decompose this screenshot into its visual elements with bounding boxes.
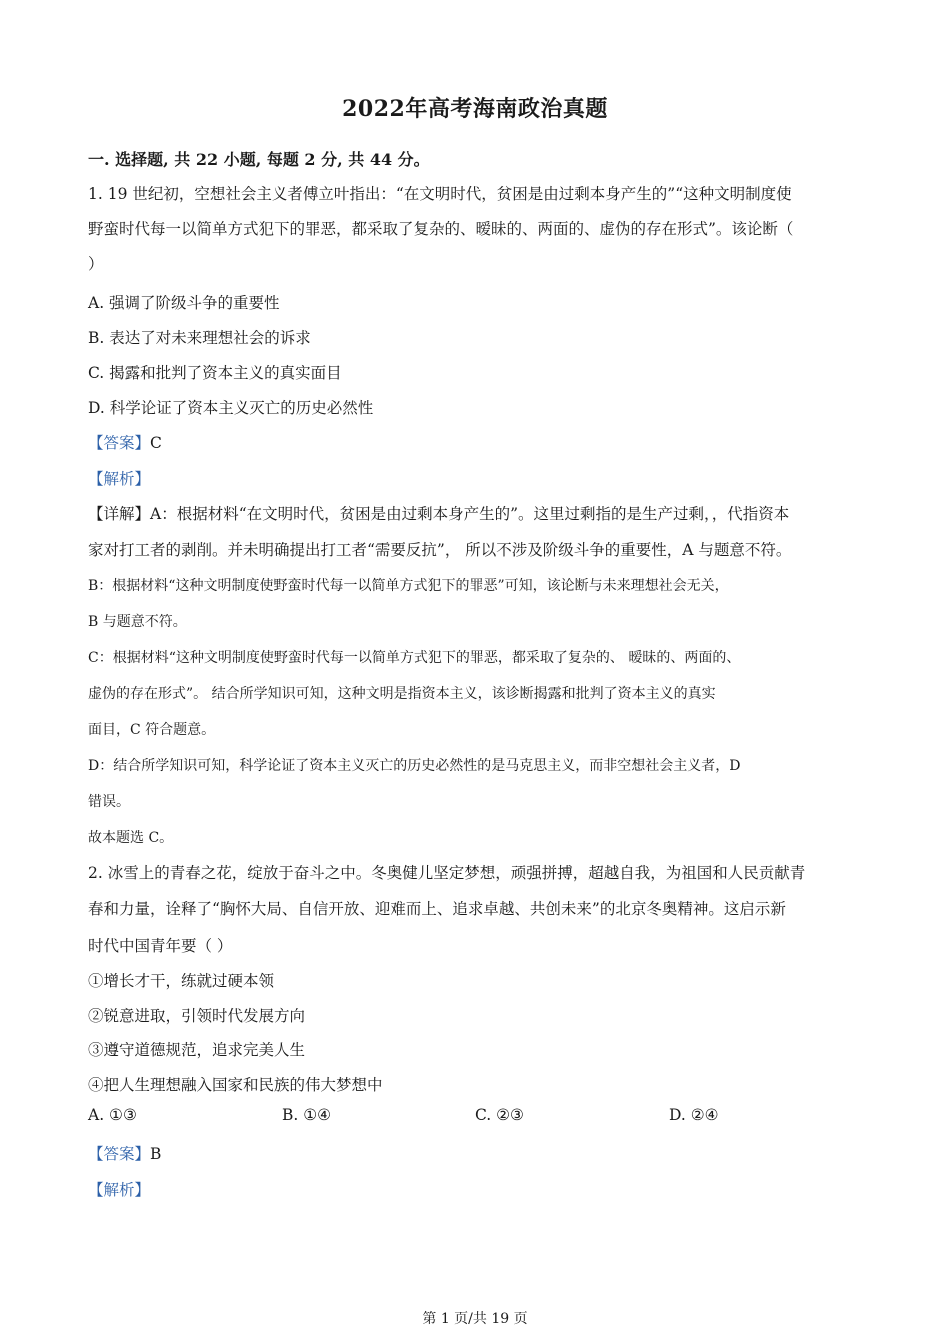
q2-item-4: ④把人生理想融入国家和民族的伟大梦想中 xyxy=(88,1076,383,1094)
page-title: 2022年高考海南政治真题 xyxy=(342,96,608,122)
analysis-tag: 【解析】 xyxy=(88,470,151,488)
answer-tag: 【答案】 xyxy=(88,1145,151,1163)
q2-option-a: A. ①③ xyxy=(88,1106,137,1124)
q1-detail-line-6: 虚伪的存在形式”。 结合所学知识可知，这种文明是指资本主义，该诊断揭露和批判了资本主义的真实 xyxy=(88,686,716,702)
q2-stem-line-2: 春和力量，诠释了“胸怀大局、自信开放、迎难而上、追求卓越、共创未来”的北京冬奥精神。这启示新 xyxy=(88,900,786,918)
q1-option-d: D. 科学论证了资本主义灭亡的历史必然性 xyxy=(88,399,374,417)
q1-detail-line-8: D：结合所学知识可知，科学论证了资本主义灭亡的历史必然性的是马克思主义，而非空想社会主义者，D xyxy=(88,758,741,774)
q1-detail-line-2: 家对打工者的剥削。并未明确提出打工者“需要反抗”， 所以不涉及阶级斗争的重要性，A 与题意不符。 xyxy=(88,541,792,559)
q2-item-1: ①增长才干，练就过硬本领 xyxy=(88,972,275,990)
answer-value: C xyxy=(150,434,162,452)
analysis-tag: 【解析】 xyxy=(88,1181,151,1199)
q1-conclusion: 故本题选 C。 xyxy=(88,830,174,846)
section-heading: 一. 选择题, 共 22 小题, 每题 2 分, 共 44 分。 xyxy=(88,150,430,169)
detail-text: A：根据材料“在文明时代，贫困是由过剩本身产生的”。这里过剩指的是生产过剩，，代指资本 xyxy=(150,505,790,523)
q1-stem-line-1: 1. 19 世纪初，空想社会主义者傅立叶指出：“在文明时代，贫困是由过剩本身产生的”“这种文明制度使 xyxy=(88,185,792,203)
answer-value: B xyxy=(150,1145,162,1163)
q1-option-c: C. 揭露和批判了资本主义的真实面目 xyxy=(88,364,342,382)
q1-detail-line-3: B：根据材料“这种文明制度使野蛮时代每一以简单方式犯下的罪恶”可知，该论断与未来理想社会无关， xyxy=(88,578,729,594)
q1-stem-line-3: ） xyxy=(88,255,104,273)
q2-stem-line-1: 2. 冰雪上的青春之花，绽放于奋斗之中。冬奥健儿坚定梦想，顽强拼搏，超越自我，为祖国和人民贡献青 xyxy=(88,864,806,882)
answer-tag: 【答案】 xyxy=(88,434,151,452)
q1-stem-line-2: 野蛮时代每一以简单方式犯下的罪恶，都采取了复杂的、暧昧的、两面的、虚伪的存在形式”。该论断（ xyxy=(88,220,794,238)
q1-analysis-tag xyxy=(88,467,150,489)
q1-detail-line-5: C：根据材料“这种文明制度使野蛮时代每一以简单方式犯下的罪恶，都采取了复杂的、 暧昧的、两面的、 xyxy=(88,650,741,666)
q2-option-b: B. ①④ xyxy=(282,1106,332,1124)
q1-option-a: A. 强调了阶级斗争的重要性 xyxy=(88,294,280,312)
q2-stem-line-3: 时代中国青年要（ ） xyxy=(88,937,233,955)
q2-option-c: C. ②③ xyxy=(475,1106,524,1124)
q1-detail-line-1 xyxy=(88,502,789,524)
page-footer: 第 1 页/共 19 页 xyxy=(422,1311,528,1327)
q2-option-d: D. ②④ xyxy=(669,1106,719,1124)
q2-item-2: ②锐意进取，引领时代发展方向 xyxy=(88,1007,306,1025)
q1-answer xyxy=(88,431,162,453)
q1-detail-line-9: 错误。 xyxy=(88,794,130,810)
q2-item-3: ③遵守道德规范，追求完美人生 xyxy=(88,1041,306,1059)
q2-analysis-tag xyxy=(88,1178,150,1200)
q1-option-b: B. 表达了对未来理想社会的诉求 xyxy=(88,329,311,347)
q1-detail-line-7: 面目，C 符合题意。 xyxy=(88,722,216,738)
detail-tag: 【详解】 xyxy=(88,505,151,523)
q2-answer xyxy=(88,1142,161,1164)
q1-detail-line-4: B 与题意不符。 xyxy=(88,614,187,630)
